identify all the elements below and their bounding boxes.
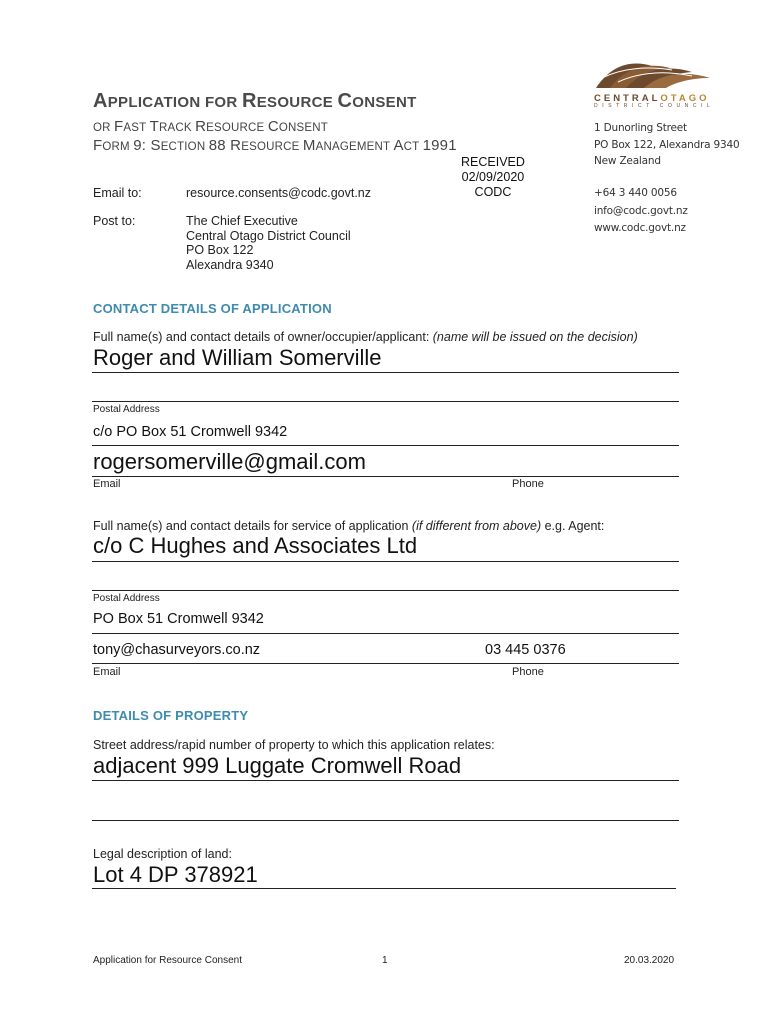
post-to-label: Post to: bbox=[93, 214, 136, 228]
field-underline bbox=[92, 372, 679, 373]
org-website: www.codc.govt.nz bbox=[594, 222, 686, 234]
field-underline bbox=[92, 445, 679, 446]
agent-name-field[interactable]: c/o C Hughes and Associates Ltd bbox=[93, 533, 418, 558]
email-to-value: resource.consents@codc.govt.nz bbox=[186, 186, 372, 200]
agent-phone-field[interactable]: 03 445 0376 bbox=[485, 642, 566, 658]
post-to-line: The Chief Executive bbox=[186, 214, 298, 228]
post-to-address bbox=[186, 214, 351, 272]
agent-postal-address-field[interactable]: PO Box 51 Cromwell 9342 bbox=[93, 611, 264, 627]
postal-address-label: Postal Address bbox=[93, 404, 160, 415]
org-address-pobox: PO Box 122, Alexandra 9340 bbox=[594, 139, 740, 151]
field-underline bbox=[92, 663, 679, 664]
form-subtitle-fast-track: OR FAST TRACK RESOURCE CONSENT bbox=[93, 118, 328, 135]
field-underline bbox=[92, 820, 679, 821]
footer-title: Application for Resource Consent bbox=[93, 955, 242, 966]
post-to-line: Central Otago District Council bbox=[186, 228, 351, 243]
agent-phone-label: Phone bbox=[512, 666, 544, 678]
org-email: info@codc.govt.nz bbox=[594, 205, 688, 217]
post-to-line: PO Box 122 bbox=[186, 243, 254, 257]
field-underline bbox=[92, 561, 679, 562]
codc-logo-sub: DISTRICT COUNCIL bbox=[594, 103, 715, 109]
legal-description-prompt: Legal description of land: bbox=[93, 847, 232, 861]
org-address-country: New Zealand bbox=[594, 155, 661, 167]
email-to-label: Email to: bbox=[93, 186, 142, 200]
post-to-line: Alexandra 9340 bbox=[186, 257, 274, 272]
agent-email-field[interactable]: tony@chasurveyors.co.nz bbox=[93, 642, 261, 658]
received-stamp-date: 02/09/2020 bbox=[461, 170, 525, 184]
contact-section-heading: CONTACT DETAILS OF APPLICATION bbox=[93, 301, 332, 316]
field-underline bbox=[92, 590, 679, 591]
agent-prompt: Full name(s) and contact details for service of application (if different from above) e.g. Agent: bbox=[93, 519, 605, 533]
page-number: 1 bbox=[382, 955, 388, 966]
field-underline bbox=[92, 401, 679, 402]
property-section-heading: DETAILS OF PROPERTY bbox=[93, 708, 249, 723]
codc-logo-mark bbox=[592, 58, 714, 94]
field-underline bbox=[92, 476, 679, 477]
form-subtitle-section: FORM 9: SECTION 88 RESOURCE MANAGEMENT ACT 1991 bbox=[93, 137, 457, 154]
field-underline bbox=[92, 888, 676, 889]
received-stamp-line: RECEIVED bbox=[461, 155, 525, 169]
property-address-prompt: Street address/rapid number of property to which this application relates: bbox=[93, 738, 495, 752]
agent-postal-address-label: Postal Address bbox=[93, 593, 160, 604]
footer-date: 20.03.2020 bbox=[624, 955, 675, 966]
form-title: APPLICATION FOR RESOURCE CONSENT bbox=[93, 90, 417, 112]
field-underline bbox=[92, 780, 679, 781]
agent-email-label: Email bbox=[93, 666, 121, 678]
received-stamp-org: CODC bbox=[474, 185, 512, 199]
applicant-email-field[interactable]: rogersomerville@gmail.com bbox=[93, 449, 366, 474]
codc-logo-name: CENTRALOTAGO bbox=[594, 93, 710, 104]
applicant-name-field[interactable]: Roger and William Somerville bbox=[93, 345, 382, 370]
field-underline bbox=[92, 633, 679, 634]
applicant-prompt: Full name(s) and contact details of owner/occupier/applicant: (name will be issued on the decision) bbox=[93, 330, 638, 344]
phone-label: Phone bbox=[512, 478, 544, 490]
legal-description-field[interactable]: Lot 4 DP 378921 bbox=[93, 862, 258, 887]
email-label: Email bbox=[93, 478, 121, 490]
org-address-street: 1 Dunorling Street bbox=[594, 122, 687, 134]
postal-address-field[interactable]: c/o PO Box 51 Cromwell 9342 bbox=[93, 424, 288, 440]
received-stamp bbox=[461, 155, 525, 200]
property-address-field[interactable]: adjacent 999 Luggate Cromwell Road bbox=[93, 753, 462, 778]
org-phone: +64 3 440 0056 bbox=[594, 187, 677, 199]
